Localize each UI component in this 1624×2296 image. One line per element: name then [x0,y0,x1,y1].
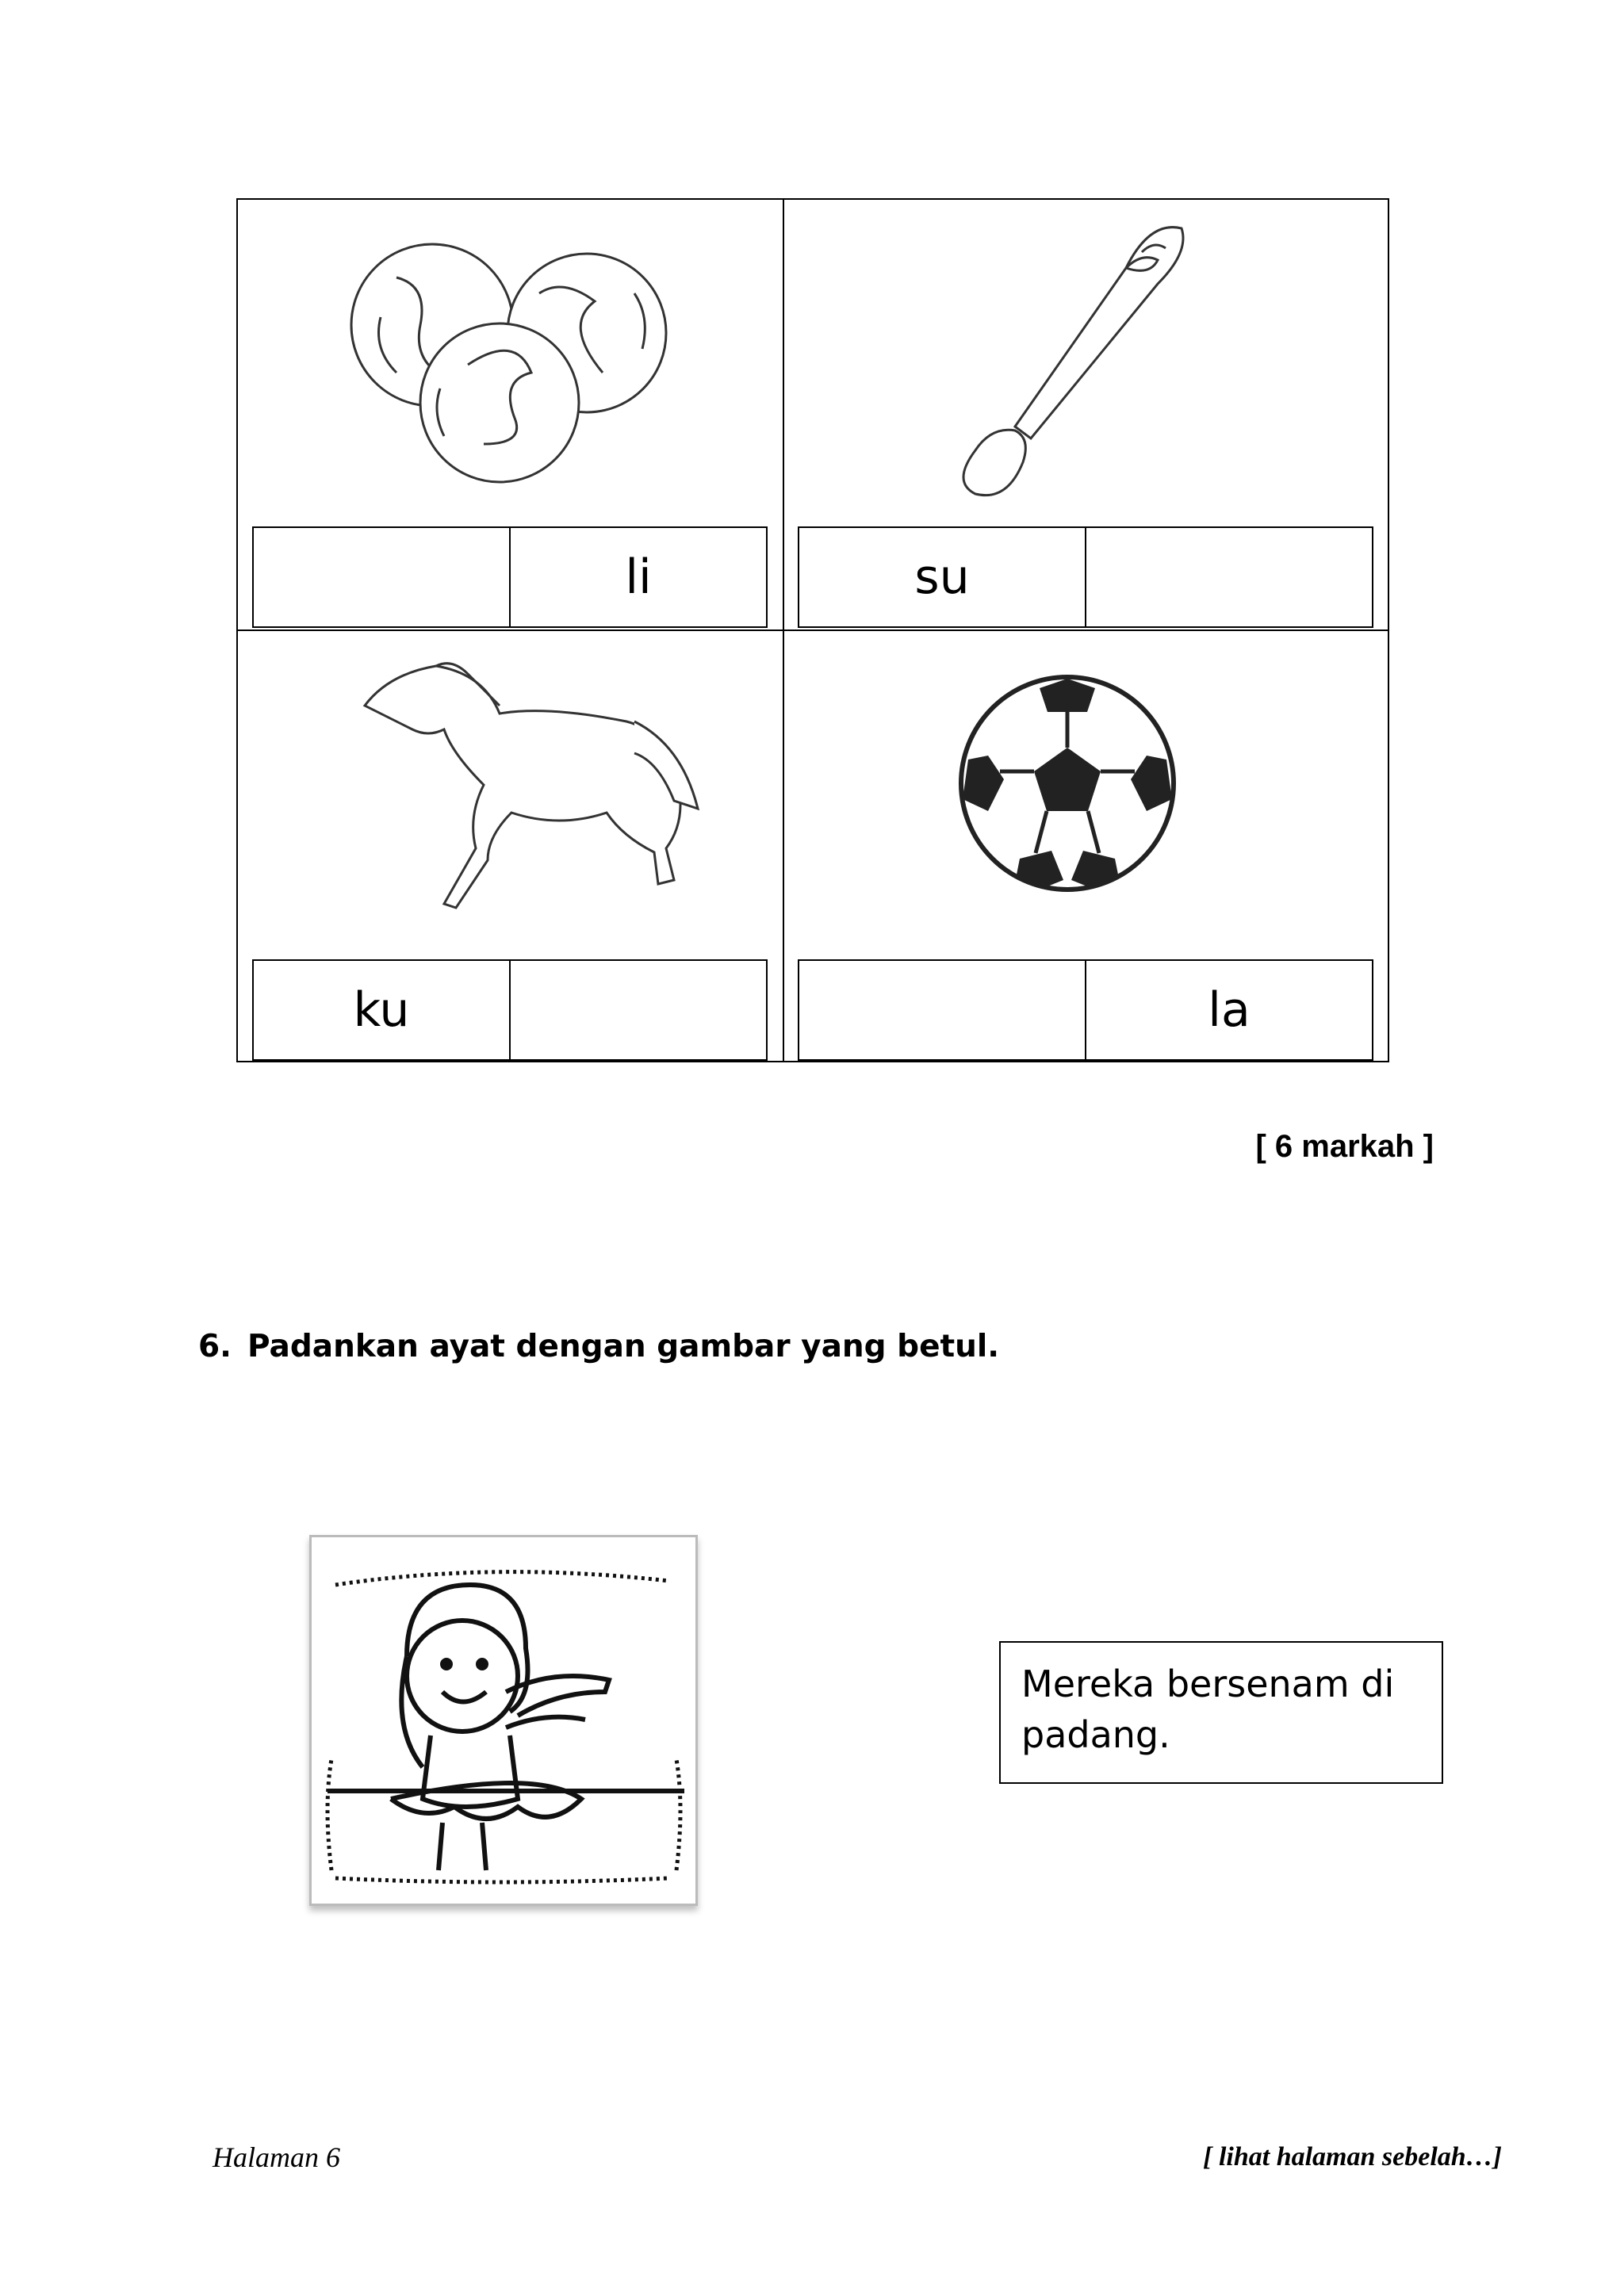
syllable-blank[interactable] [254,528,509,626]
syllable-blank[interactable] [799,961,1085,1059]
question-number: 6. [198,1329,232,1364]
word-box-spoon [798,526,1373,628]
horse-icon [349,650,722,920]
syllable-given: la [1085,961,1372,1059]
syllable-blank[interactable] [1085,528,1372,626]
girl-picture-card[interactable] [309,1535,698,1906]
marbles-icon [349,230,682,499]
syllable-given: su [914,549,970,605]
question-text: Padankan ayat dengan gambar yang betul. [247,1329,1000,1364]
girl-dancing-icon [312,1537,695,1904]
next-page-note: [ lihat halaman sebelah…] [1203,2142,1502,2172]
marks-label: [ 6 markah ] [1255,1129,1434,1164]
soccer-ball-icon [956,672,1178,894]
spoon-icon [928,212,1189,498]
syllable-blank[interactable] [509,961,766,1059]
question-heading [198,1329,999,1364]
grid-divider-horizontal [238,629,1388,631]
word-box-marbles [252,526,768,628]
word-box-horse [252,959,768,1061]
word-box-ball [798,959,1373,1061]
syllable-given: li [509,528,766,626]
page-number: Halaman 6 [213,2141,340,2173]
syllable-given: ku [353,982,410,1038]
sentence-box[interactable]: Mereka bersenam di padang. [999,1641,1443,1784]
